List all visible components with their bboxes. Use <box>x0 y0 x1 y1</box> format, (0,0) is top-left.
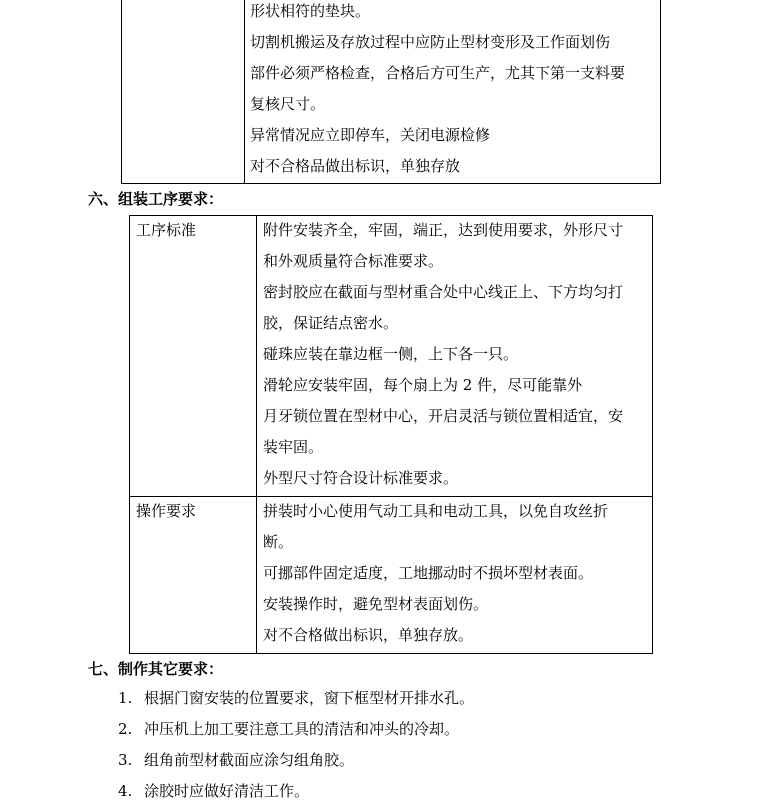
list-item <box>118 776 474 807</box>
row-label-process-standard: 工序标准 <box>136 221 197 239</box>
list-number: 2. <box>118 720 133 738</box>
text-line: 复核尺寸。 <box>250 95 326 113</box>
text-line: 部件必须严格检查，合格后方可生产，尤其下第一支料要 <box>250 64 626 82</box>
list-number: 1. <box>118 689 133 707</box>
text-line: 碰珠应装在靠边框一侧，上下各一只。 <box>263 345 519 363</box>
text-line: 滑轮应安装牢固，每个扇上为 2 件，尽可能靠外 <box>263 376 583 394</box>
section-7-list <box>118 683 474 807</box>
list-text: 冲压机上加工要注意工具的清洁和冲头的冷却。 <box>144 720 460 738</box>
list-item <box>118 745 474 776</box>
text-line: 安装操作时，避免型材表面划伤。 <box>263 595 489 613</box>
list-text: 涂胶时应做好清洁工作。 <box>144 782 310 800</box>
process-standard-text <box>263 215 623 494</box>
section-6-heading: 六、组装工序要求： <box>88 190 224 208</box>
text-line: 附件安装齐全，牢固，端正，达到使用要求，外形尺寸 <box>263 221 624 239</box>
text-line: 异常情况应立即停车，关闭电源检修 <box>250 126 491 144</box>
list-text: 根据门窗安装的位置要求，窗下框型材开排水孔。 <box>144 689 475 707</box>
list-number: 3. <box>118 751 133 769</box>
top-table-text <box>250 0 625 182</box>
text-line: 切割机搬运及存放过程中应防止型材变形及工作面划伤 <box>250 33 611 51</box>
row-label-operation-requirements: 操作要求 <box>136 502 197 520</box>
text-line: 可挪部件固定适度，工地挪动时不损坏型材表面。 <box>263 564 594 582</box>
text-line: 拼装时小心使用气动工具和电动工具，以免自攻丝折 <box>263 502 609 520</box>
text-line: 形状相符的垫块。 <box>250 2 371 20</box>
section-7-heading: 七、制作其它要求： <box>88 660 224 678</box>
list-item <box>118 714 474 745</box>
list-text: 组角前型材截面应涂匀组角胶。 <box>144 751 355 769</box>
section-6-label-cell-1 <box>129 215 257 497</box>
text-line: 密封胶应在截面与型材重合处中心线正上、下方均匀打 <box>263 283 624 301</box>
text-line: 和外观质量符合标准要求。 <box>263 252 444 270</box>
list-item <box>118 683 474 714</box>
text-line: 对不合格做出标识，单独存放。 <box>263 626 474 644</box>
text-line: 月牙锁位置在型材中心，开启灵活与锁位置相适宜，安 <box>263 407 624 425</box>
text-line: 装牢固。 <box>263 438 324 456</box>
text-line: 对不合格品做出标识，单独存放 <box>250 157 461 175</box>
text-line: 胶，保证结点密水。 <box>263 314 399 332</box>
list-number: 4. <box>118 782 133 800</box>
text-line: 外型尺寸符合设计标准要求。 <box>263 469 459 487</box>
operation-requirements-text <box>263 496 608 651</box>
top-table-left-cell <box>121 0 245 184</box>
text-line: 断。 <box>263 533 294 551</box>
